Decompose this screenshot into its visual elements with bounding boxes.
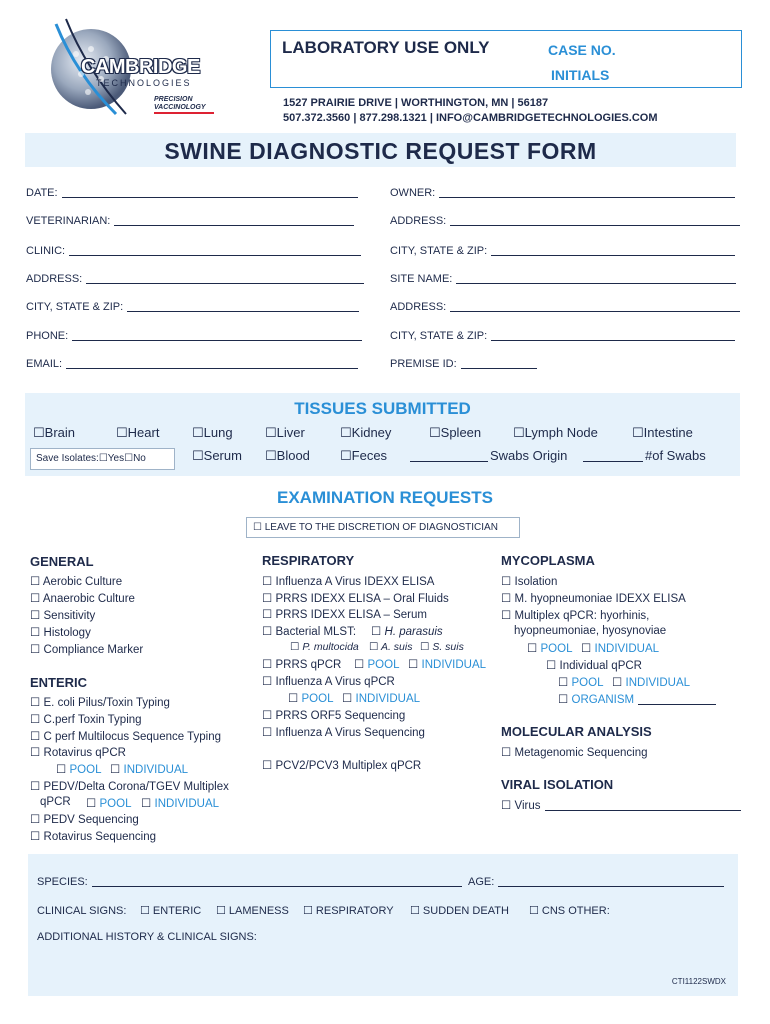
history-label: ADDITIONAL HISTORY & CLINICAL SIGNS: [37,931,257,943]
clinical-signs-label: CLINICAL SIGNS: [37,905,127,917]
tissue-spleen-checkbox[interactable]: ☐Spleen [429,425,482,440]
tissue-serum-checkbox[interactable]: ☐Serum [192,448,242,463]
title-band [25,133,736,167]
prrs-pool-checkbox[interactable]: ☐ POOL [354,659,400,671]
a-suis-checkbox[interactable]: ☐ A. suis [369,641,413,653]
indiv-pool-checkbox[interactable]: ☐ POOL [558,677,604,689]
myco-multiplex-checkbox[interactable]: ☐ Multiplex qPCR: hyorhinis, [501,610,650,622]
rota-individual-checkbox[interactable]: ☐ INDIVIDUAL [110,764,189,776]
logo-subtext: TECHNOLOGIES [96,78,192,88]
phone-field[interactable]: PHONE: [26,330,362,342]
rotavirus-qpcr-checkbox[interactable]: ☐ Rotavirus qPCR [30,747,126,759]
mycoplasma-title: MYCOPLASMA [501,553,595,568]
exam-title: EXAMINATION REQUESTS [277,488,493,507]
precision-badge: PRECISION VACCINOLOGY [154,96,214,114]
histology-checkbox[interactable]: ☐ Histology [30,627,91,639]
p-multocida-checkbox[interactable]: ☐ P. multocida [290,641,359,653]
sign-respiratory-checkbox[interactable]: ☐ RESPIRATORY [303,905,394,917]
tissue-blood-checkbox[interactable]: ☐Blood [265,448,310,463]
molecular-title: MOLECULAR ANALYSIS [501,724,652,739]
address-field[interactable]: ADDRESS: [26,273,364,285]
bacterial-mlst-checkbox[interactable]: ☐ Bacterial MLST: [262,626,357,638]
flu-sequencing-checkbox[interactable]: ☐ Influenza A Virus Sequencing [262,727,425,739]
tissues-title: TISSUES SUBMITTED [294,399,471,418]
clinic-field[interactable]: CLINIC: [26,245,361,257]
organism-checkbox[interactable]: ☐ ORGANISM [558,692,716,706]
pedv-pool-checkbox[interactable]: ☐ POOL [86,798,132,810]
num-swabs-field[interactable]: #of Swabs [583,448,706,463]
tissue-feces-checkbox[interactable]: ☐Feces [340,448,388,463]
pedv-qpcr-label: qPCR [40,796,71,808]
owner-field[interactable]: OWNER: [390,187,735,199]
owner-address-field[interactable]: ADDRESS: [390,215,740,227]
date-field[interactable]: DATE: [26,187,358,199]
site-address-field[interactable]: ADDRESS: [390,301,740,313]
h-parasuis-checkbox[interactable]: ☐ H. parasuis [371,626,443,638]
flu-individual-checkbox[interactable]: ☐ INDIVIDUAL [342,693,421,705]
prrs-elisa-serum-checkbox[interactable]: ☐ PRRS IDEXX ELISA – Serum [262,609,427,621]
form-code: CTI1122SWDX [671,977,726,986]
tissue-intestine-checkbox[interactable]: ☐Intestine [632,425,693,440]
rotavirus-sequencing-checkbox[interactable]: ☐ Rotavirus Sequencing [30,831,157,843]
indiv-individual-checkbox[interactable]: ☐ INDIVIDUAL [612,677,691,689]
compliance-marker-checkbox[interactable]: ☐ Compliance Marker [30,644,144,656]
sign-enteric-checkbox[interactable]: ☐ ENTERIC [140,905,202,917]
city-state-zip-field[interactable]: CITY, STATE & ZIP: [26,301,359,313]
prrs-qpcr-checkbox[interactable]: ☐ PRRS qPCR [262,659,342,671]
myco-individual-checkbox[interactable]: ☐ INDIVIDUAL [581,643,660,655]
cperf-mlst-checkbox[interactable]: ☐ C perf Multilocus Sequence Typing [30,731,222,743]
save-yes-checkbox[interactable]: ☐Yes [98,453,125,464]
pedv-individual-checkbox[interactable]: ☐ INDIVIDUAL [141,798,220,810]
leave-to-diagnostician-checkbox[interactable]: ☐ LEAVE TO THE DISCRETION OF DIAGNOSTICIAN [246,517,520,538]
flu-idexx-elisa-checkbox[interactable]: ☐ Influenza A Virus IDEXX ELISA [262,576,435,588]
ecoli-typing-checkbox[interactable]: ☐ E. coli Pilus/Toxin Typing [30,697,170,709]
metagenomic-checkbox[interactable]: ☐ Metagenomic Sequencing [501,747,648,759]
rota-pool-checkbox[interactable]: ☐ POOL [56,764,102,776]
swabs-origin-field[interactable]: Swabs Origin [410,448,567,463]
m-hyo-elisa-checkbox[interactable]: ☐ M. hyopneumoniae IDEXX ELISA [501,593,686,605]
prrs-individual-checkbox[interactable]: ☐ INDIVIDUAL [408,659,487,671]
species-field[interactable]: SPECIES: [37,876,462,888]
case-no-label: CASE NO. [548,42,616,58]
logo-text: CAMBRIDGE [81,56,200,78]
save-isolates-box: Save Isolates:☐Yes☐No [30,448,175,470]
clinical-info-band [28,854,738,996]
myco-pool-checkbox[interactable]: ☐ POOL [527,643,573,655]
enteric-title: ENTERIC [30,675,88,690]
pedv-multiplex-checkbox[interactable]: ☐ PEDV/Delta Corona/TGEV Multiplex [30,781,229,793]
tissue-liver-checkbox[interactable]: ☐Liver [265,425,305,440]
owner-city-state-zip-field[interactable]: CITY, STATE & ZIP: [390,245,735,257]
lab-use-title: LABORATORY USE ONLY [282,38,490,57]
tissue-brain-checkbox[interactable]: ☐Brain [33,425,76,440]
address-line-1: 1527 PRAIRIE DRIVE | WORTHINGTON, MN | 56187 [283,97,549,109]
s-suis-checkbox[interactable]: ☐ S. suis [420,641,464,653]
initials-label: INITIALS [551,67,610,83]
premise-id-field[interactable]: PREMISE ID: [390,358,537,370]
tissue-lung-checkbox[interactable]: ☐Lung [192,425,233,440]
save-no-checkbox[interactable]: ☐No [124,453,146,464]
site-city-state-zip-field[interactable]: CITY, STATE & ZIP: [390,330,735,342]
tissue-lymph-node-checkbox[interactable]: ☐Lymph Node [513,425,598,440]
sign-sudden-death-checkbox[interactable]: ☐ SUDDEN DEATH [410,905,509,917]
virus-checkbox[interactable]: ☐ Virus [501,798,741,812]
tissue-kidney-checkbox[interactable]: ☐Kidney [340,425,392,440]
veterinarian-field[interactable]: VETERINARIAN: [26,215,354,227]
individual-qpcr-checkbox[interactable]: ☐ Individual qPCR [546,660,642,672]
isolation-checkbox[interactable]: ☐ Isolation [501,576,558,588]
company-logo [36,14,226,124]
tissue-heart-checkbox[interactable]: ☐Heart [116,425,160,440]
age-field[interactable]: AGE: [468,876,724,888]
form-title: SWINE DIAGNOSTIC REQUEST FORM [164,138,597,164]
respiratory-title: RESPIRATORY [262,553,355,568]
address-line-2: 507.372.3560 | 877.298.1321 | INFO@CAMBRIDGETECHNOLOGIES.COM [283,112,658,124]
sign-lameness-checkbox[interactable]: ☐ LAMENESS [216,905,289,917]
myco-multiplex-line2: hyopneumoniae, hyosynoviae [514,625,667,637]
flu-pool-checkbox[interactable]: ☐ POOL [288,693,334,705]
flu-qpcr-checkbox[interactable]: ☐ Influenza A Virus qPCR [262,676,395,688]
prrs-elisa-oral-checkbox[interactable]: ☐ PRRS IDEXX ELISA – Oral Fluids [262,593,449,605]
prrs-orf5-checkbox[interactable]: ☐ PRRS ORF5 Sequencing [262,710,406,722]
sign-cns-other-checkbox[interactable]: ☐ CNS OTHER: [529,905,610,917]
aerobic-culture-checkbox[interactable]: ☐ Aerobic Culture [30,576,123,588]
cperf-toxin-checkbox[interactable]: ☐ C.perf Toxin Typing [30,714,142,726]
site-name-field[interactable]: SITE NAME: [390,273,736,285]
general-title: GENERAL [30,554,94,569]
sensitivity-checkbox[interactable]: ☐ Sensitivity [30,610,96,622]
email-field[interactable]: EMAIL: [26,358,358,370]
viral-isolation-title: VIRAL ISOLATION [501,777,614,792]
pcv-multiplex-checkbox[interactable]: ☐ PCV2/PCV3 Multiplex qPCR [262,760,422,772]
anaerobic-culture-checkbox[interactable]: ☐ Anaerobic Culture [30,593,135,605]
pedv-sequencing-checkbox[interactable]: ☐ PEDV Sequencing [30,814,139,826]
